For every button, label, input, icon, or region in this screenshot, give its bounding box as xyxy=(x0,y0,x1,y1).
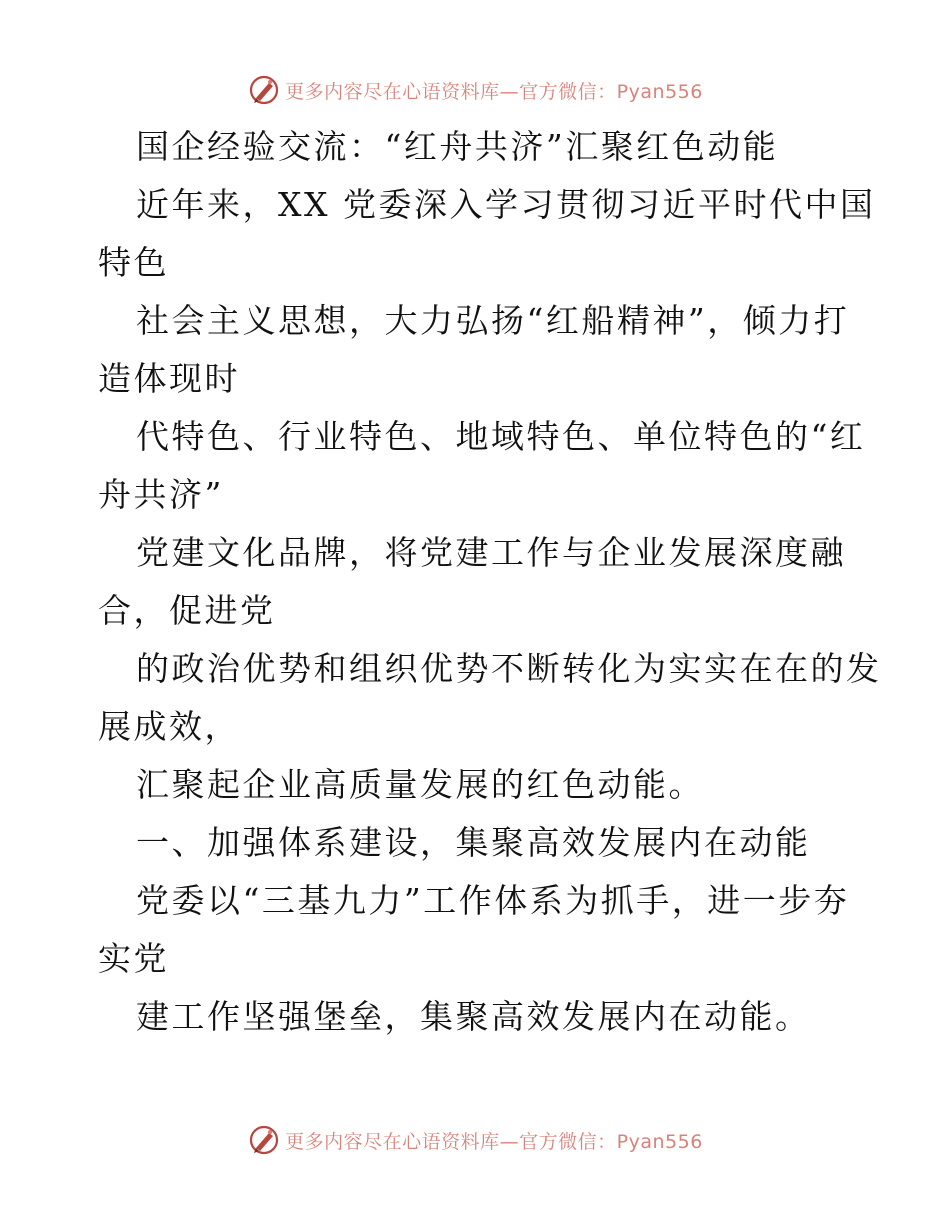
pen-logo-icon xyxy=(247,1123,281,1157)
paragraph-line: 舟共济” xyxy=(98,475,224,514)
pen-logo-icon xyxy=(247,73,281,107)
paragraph-line: 建工作坚强堡垒，集聚高效发展内在动能。 xyxy=(136,997,811,1036)
paragraph-line: 造体现时 xyxy=(98,359,240,398)
paragraph-line: 社会主义思想，大力弘扬“红船精神”，倾力打 xyxy=(136,301,850,340)
footer-banner xyxy=(0,1120,950,1160)
footer-banner-text: 更多内容尽在心语资料库—官方微信：Pyan556 xyxy=(285,1130,703,1153)
paragraph-line: 一、加强体系建设，集聚高效发展内在动能 xyxy=(136,823,811,862)
paragraph-line: 实党 xyxy=(98,939,169,978)
paragraph-line: 合，促进党 xyxy=(98,591,276,630)
paragraph-line: 党建文化品牌，将党建工作与企业发展深度融 xyxy=(136,533,846,572)
paragraph-line: 国企经验交流：“红舟共济”汇聚红色动能 xyxy=(136,127,779,166)
paragraph-line: 代特色、行业特色、地域特色、单位特色的“红 xyxy=(136,417,866,456)
paragraph-line: 汇聚起企业高质量发展的红色动能。 xyxy=(136,765,704,804)
paragraph-line: 的政治优势和组织优势不断转化为实实在在的发 xyxy=(136,649,882,688)
header-banner xyxy=(0,70,950,110)
document-body xyxy=(98,118,882,1046)
paragraph-line: 展成效， xyxy=(98,707,240,746)
header-banner-text: 更多内容尽在心语资料库—官方微信：Pyan556 xyxy=(285,80,703,103)
paragraph-line: 党委以“三基九力”工作体系为抓手，进一步夯 xyxy=(136,881,850,920)
paragraph-line: 近年来，XX 党委深入学习贯彻习近平时代中国 xyxy=(136,185,876,224)
paragraph-line: 特色 xyxy=(98,243,169,282)
